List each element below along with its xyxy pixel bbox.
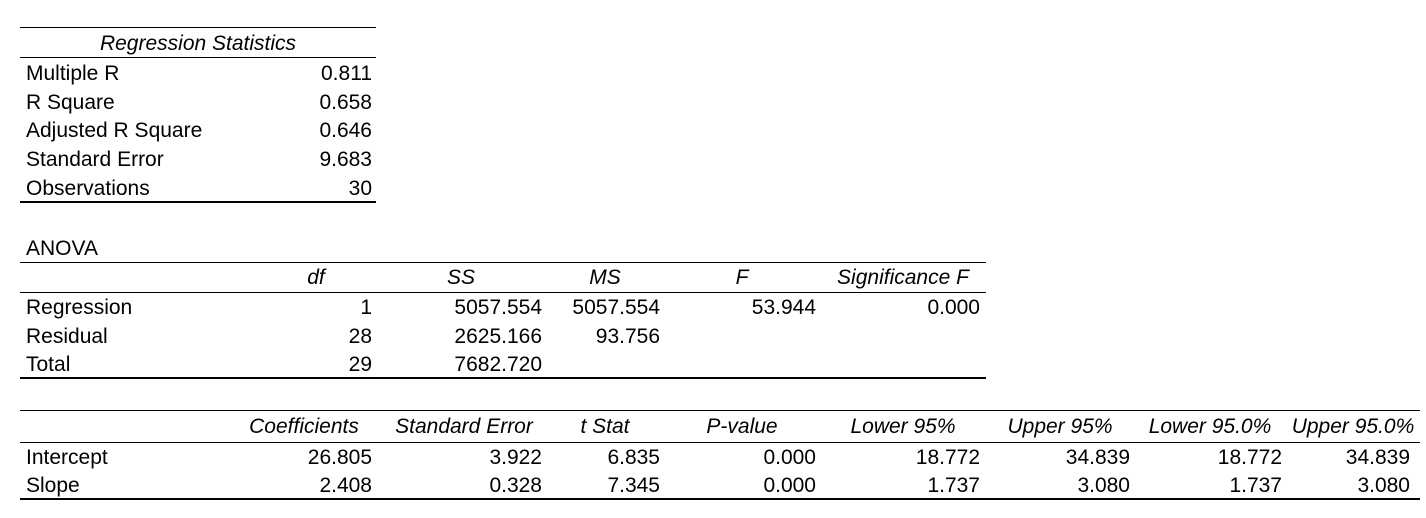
anova-residual-ss: 2625.166 xyxy=(454,325,542,348)
anova-header-ms: MS xyxy=(589,266,621,289)
anova-regression-significance: 0.000 xyxy=(927,296,980,319)
anova-header-significance-f: Significance F xyxy=(837,266,969,289)
coef-header-t-stat: t Stat xyxy=(580,415,630,438)
regstats-value-multiple-r: 0.811 xyxy=(321,62,372,85)
regstats-label-multiple-r: Multiple R xyxy=(26,62,120,85)
coef-intercept-upper-95-0: 34.839 xyxy=(1345,446,1410,469)
anova-total-df: 29 xyxy=(348,353,372,376)
regstats-label-adj-r-square: Adjusted R Square xyxy=(26,119,203,142)
anova-total-ss: 7682.720 xyxy=(454,353,542,376)
coef-intercept-p-value: 0.000 xyxy=(763,446,816,469)
regstats-value-std-error: 9.683 xyxy=(319,148,372,171)
coef-header-rule xyxy=(20,442,1420,443)
coef-intercept-t-stat: 6.835 xyxy=(607,446,660,469)
anova-residual-ms: 93.756 xyxy=(595,325,660,348)
coef-row-label-slope: Slope xyxy=(26,474,80,497)
anova-header-ss: SS xyxy=(446,266,475,289)
anova-header-df: df xyxy=(307,266,325,289)
coef-intercept-coefficient: 26.805 xyxy=(307,446,372,469)
anova-regression-df: 1 xyxy=(360,296,372,319)
anova-title: ANOVA xyxy=(26,237,98,260)
regstats-label-r-square: R Square xyxy=(26,91,115,114)
coef-header-standard-error: Standard Error xyxy=(395,415,533,438)
coef-header-p-value: P-value xyxy=(706,415,778,438)
coef-intercept-std-error: 3.922 xyxy=(489,446,542,469)
coef-bottom-rule xyxy=(20,498,1420,500)
anova-row-label-residual: Residual xyxy=(26,325,108,348)
anova-top-rule xyxy=(20,262,986,263)
regstats-bottom-rule xyxy=(20,201,376,203)
coef-slope-coefficient: 2.408 xyxy=(319,474,372,497)
coef-header-coefficients: Coefficients xyxy=(249,415,359,438)
coef-slope-std-error: 0.328 xyxy=(489,474,542,497)
anova-regression-ss: 5057.554 xyxy=(454,296,542,319)
regstats-label-observations: Observations xyxy=(26,177,150,200)
regstats-label-std-error: Standard Error xyxy=(26,148,164,171)
anova-regression-f: 53.944 xyxy=(751,296,816,319)
coef-header-lower-95-0: Lower 95.0% xyxy=(1148,415,1272,438)
regstats-value-observations: 30 xyxy=(348,177,372,200)
coef-intercept-lower-95: 18.772 xyxy=(915,446,980,469)
coef-slope-p-value: 0.000 xyxy=(763,474,816,497)
coef-header-upper-95: Upper 95% xyxy=(1007,415,1113,438)
regstats-value-r-square: 0.658 xyxy=(319,91,372,114)
regstats-top-rule xyxy=(20,27,376,28)
anova-regression-ms: 5057.554 xyxy=(572,296,660,319)
coef-slope-upper-95: 3.080 xyxy=(1077,474,1130,497)
coef-slope-upper-95-0: 3.080 xyxy=(1357,474,1410,497)
anova-header-f: F xyxy=(735,266,749,289)
regstats-title: Regression Statistics xyxy=(99,32,297,55)
anova-residual-df: 28 xyxy=(348,325,372,348)
anova-header-rule xyxy=(20,292,986,293)
coef-row-label-intercept: Intercept xyxy=(26,446,108,469)
coef-intercept-upper-95: 34.839 xyxy=(1065,446,1130,469)
coef-intercept-lower-95-0: 18.772 xyxy=(1217,446,1282,469)
coef-slope-lower-95-0: 1.737 xyxy=(1229,474,1282,497)
coef-slope-t-stat: 7.345 xyxy=(607,474,660,497)
anova-bottom-rule xyxy=(20,377,986,379)
coef-slope-lower-95: 1.737 xyxy=(927,474,980,497)
regstats-value-adj-r-square: 0.646 xyxy=(319,119,372,142)
anova-row-label-total: Total xyxy=(26,353,71,376)
coef-header-lower-95: Lower 95% xyxy=(850,415,956,438)
coef-top-rule xyxy=(20,410,1420,411)
anova-row-label-regression: Regression xyxy=(26,296,133,319)
regstats-header-rule xyxy=(20,57,376,58)
coef-header-upper-95-0: Upper 95.0% xyxy=(1291,415,1415,438)
